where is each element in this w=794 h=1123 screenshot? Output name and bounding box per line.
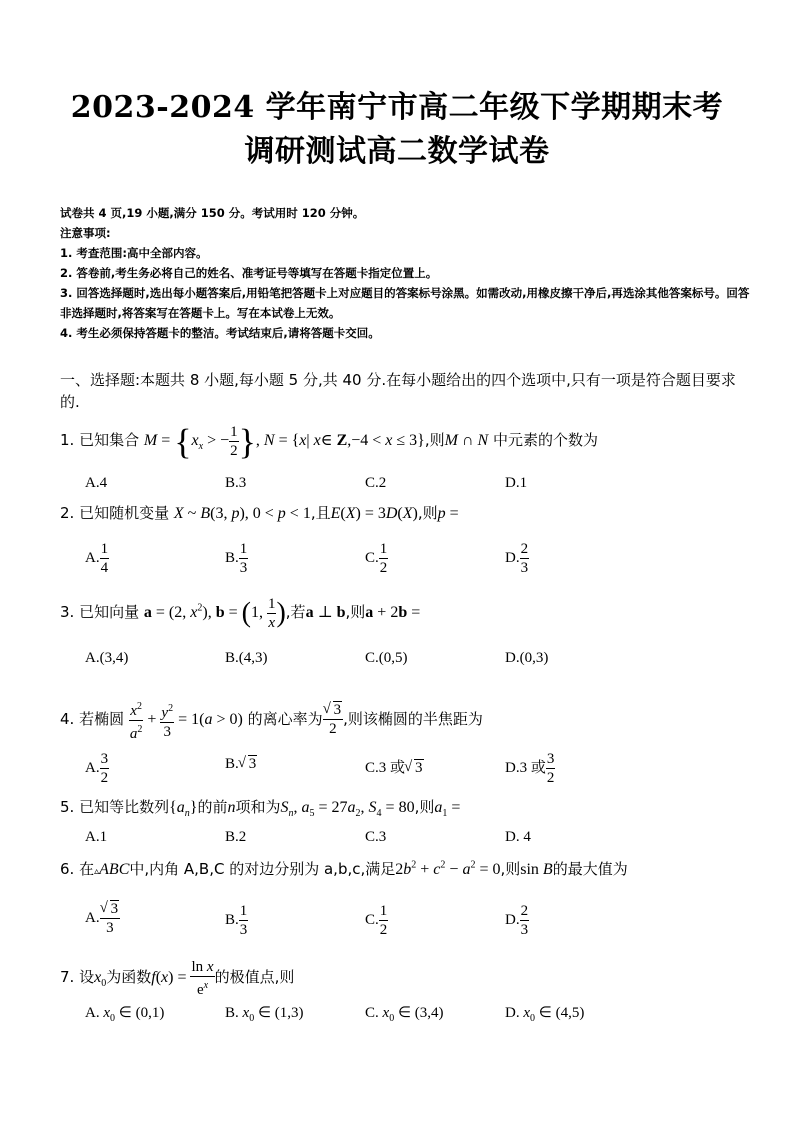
q1-option-a: A.4 <box>85 475 108 491</box>
notice-item-4: 4. 考生必须保持答题卡的整洁。考试结束后,请将答题卡交回。 <box>60 326 380 340</box>
q7-option-d: D. $x_0$ ∈ (4,5) <box>505 1005 585 1024</box>
section-heading: 一、选择题:本题共 8 小题,每小题 5 分,共 40 分.在每小题给出的四个选项中,只有一项是符合题目要求的. <box>60 371 736 411</box>
q5-option-b: B.2 <box>225 829 247 845</box>
q7-option-c: C. $x_0$ ∈ (3,4) <box>365 1005 444 1024</box>
q3-option-c: C.(0,5) <box>365 650 408 666</box>
notice-block <box>60 203 750 343</box>
question-5: 5. 已知等比数列$\{a_n\}$的前n项和为$S_n$, $a_5 = 27a_2$, $S_4 = 80$,则$a_1$ = <box>60 798 461 820</box>
q6-option-a: A. √ $\frac{3}{3}$ <box>85 900 120 937</box>
q5-option-a: A.1 <box>85 829 108 845</box>
q7-option-a: A. $x_0$ ∈ (0,1) <box>85 1005 165 1024</box>
notice-heading: 注意事项: <box>60 226 111 240</box>
exam-title-line2: 调研测试高二数学试卷 <box>244 134 550 169</box>
q3-option-d: D.(0,3) <box>505 650 549 666</box>
question-3: 3. 已知向量 a = (2, $x^2$), b = (1, $\frac{1}{x}$ ),若a ⊥ b,则a + 2b = <box>60 596 421 631</box>
q6-option-c: C. $\frac{1}{2}$ <box>365 903 388 938</box>
q7-option-b: B. $x_0$ ∈ (1,3) <box>225 1005 304 1024</box>
q2-option-c: C. $\frac{1}{2}$ <box>365 541 388 576</box>
q2-option-a: A. $\frac{1}{4}$ <box>85 541 109 576</box>
q1-option-c: C.2 <box>365 475 387 491</box>
q2-option-b: B. $\frac{1}{3}$ <box>225 541 248 576</box>
question-6: 6. 在▵ABC中,内角 A,B,C 的对边分别为 a,b,c,满足$2b^2 + c^2 - a^2 = 0$,则sin B的最大值为 <box>60 859 628 878</box>
q6-option-b: B. $\frac{1}{3}$ <box>225 903 248 938</box>
notice-intro: 试卷共 4 页,19 小题,满分 150 分。考试用时 120 分钟。 <box>60 206 365 220</box>
notice-item-3: 3. 回答选择题时,选出每小题答案后,用铅笔把答题卡上对应题目的答案标号涂黑。如需改动,用橡皮擦干净后,再选涂其他答案标号。回答非选择题时,将答案写在答题卡上。写在本试卷上无效。 <box>60 286 750 320</box>
question-7: 7. 设$x_0$为函数f(x) = $\frac{\text{ln x}}{e^x}$ 的极值点,则 <box>60 959 295 998</box>
question-1: 1. 已知集合 $M = \{x_x$ > − $\frac{1}{2}$ }, N = {x| x∈ Z,−4 < x ≤ 3},则M ∩ N 中元素的个数为 <box>60 421 598 462</box>
q1-option-d: D.1 <box>505 475 528 491</box>
q5-option-d: D. 4 <box>505 829 531 845</box>
q4-option-b: B.√ 3 <box>225 756 257 773</box>
q4-option-c: C.3 或√ 3 <box>365 756 424 777</box>
q1-option-b: B.3 <box>225 475 247 491</box>
q4-option-d: D.3 或 $\frac{3}{2}$ <box>505 751 555 786</box>
q6-option-d: D. $\frac{2}{3}$ <box>505 903 529 938</box>
q4-option-a: A. $\frac{3}{2}$ <box>85 751 109 786</box>
notice-item-2: 2. 答卷前,考生务必将自己的姓名、准考证号等填写在答题卡指定位置上。 <box>60 266 438 280</box>
q2-option-d: D. $\frac{2}{3}$ <box>505 541 529 576</box>
question-4: 4. 若椭圆 $\frac{x^2}{a^2}$ + $\frac{y^2}{3}$ = 1(a > 0) 的离心率为 √ $\frac{3}{2}$ ,则该椭圆的半焦距为 <box>60 698 760 743</box>
exam-title-line1: 2023-2024 学年南宁市高二年级下学期期末考 <box>70 90 724 125</box>
question-2: 2. 已知随机变量 X ~ B(3, p), 0 < p < 1,且E(X) = 3D(X),则p = <box>60 504 459 522</box>
q5-option-c: C.3 <box>365 829 387 845</box>
q3-option-b: B.(4,3) <box>225 650 268 666</box>
q3-option-a: A.(3,4) <box>85 650 129 666</box>
notice-item-1: 1. 考查范围:高中全部内容。 <box>60 246 208 260</box>
